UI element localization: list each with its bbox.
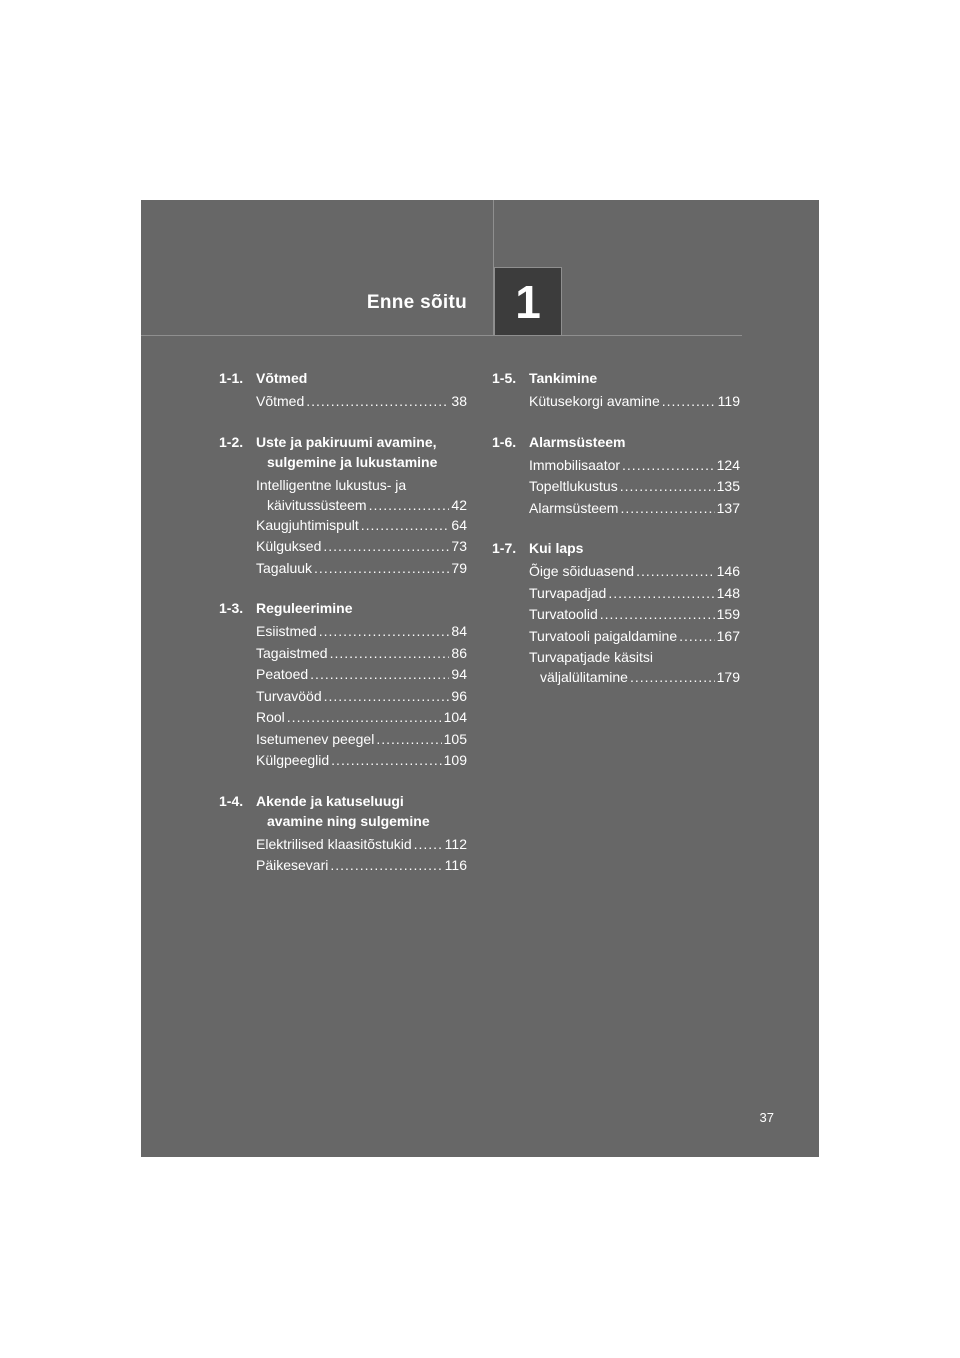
entry-label: Rool (256, 709, 285, 725)
entry-page-number: 42 (451, 496, 467, 513)
entry-label: Külgpeeglid (256, 752, 330, 768)
entry-page-number: 112 (444, 835, 467, 852)
section-heading (492, 368, 740, 388)
toc-entry[interactable] (256, 515, 467, 537)
toc-section (492, 538, 740, 687)
entry-page-number: 104 (443, 709, 467, 725)
entry-label: Külguksed (256, 538, 322, 554)
entry-label: Turvatooli paigaldamine (529, 627, 678, 644)
entry-label: Päikesevari (256, 857, 329, 873)
section-heading (219, 791, 467, 831)
entry-label: Peatoed (256, 666, 309, 682)
toc-section (219, 368, 467, 413)
leader-dots (414, 834, 443, 856)
section-number: 1-3. (219, 600, 244, 616)
entry-label: Turvatoolid (529, 606, 598, 622)
toc-column-left (219, 368, 467, 896)
section-title-text: Uste ja pakiruumi avamine, (256, 433, 437, 450)
toc-entry[interactable] (529, 391, 740, 413)
entry-page-number: 84 (451, 623, 467, 639)
entry-label: Intelligentne lukustus- ja (256, 476, 407, 493)
horizontal-divider (141, 335, 742, 336)
section-number: 1-6. (492, 433, 517, 450)
section-title (529, 432, 740, 452)
entry-page-number: 137 (716, 499, 740, 516)
section-number: 1-5. (492, 370, 517, 386)
entry-page-number: 94 (451, 666, 467, 682)
entry-label: Turvapadjad (529, 584, 607, 601)
section-heading (219, 368, 467, 388)
toc-entry[interactable] (256, 750, 467, 772)
entry-label: Võtmed (256, 393, 305, 409)
entry-page-number: 116 (444, 857, 467, 873)
section-title (529, 368, 740, 388)
entry-page-number: 96 (451, 687, 467, 704)
leader-dots (369, 495, 450, 515)
toc-entry[interactable] (256, 707, 467, 729)
entry-label-continued: väljalülitamine (540, 669, 628, 685)
toc-entry[interactable] (529, 583, 740, 605)
section-title-text: Alarmsüsteem (529, 433, 626, 450)
section-title-continued: avamine ning sulgemine (267, 812, 430, 829)
toc-entry[interactable] (256, 729, 467, 751)
toc-entry[interactable] (529, 604, 740, 626)
entry-page-number: 124 (716, 456, 740, 473)
section-title (529, 538, 740, 558)
entry-label-continued: käivitussüsteem (267, 496, 367, 513)
toc-entry[interactable] (529, 626, 740, 648)
toc-entry[interactable] (256, 834, 467, 856)
section-title (256, 368, 467, 388)
toc-entry[interactable] (529, 476, 740, 498)
toc-entry[interactable] (256, 855, 467, 877)
toc-entry[interactable] (256, 558, 467, 580)
section-title (256, 598, 467, 618)
leader-dots (361, 515, 450, 537)
entry-label: Isetumenev peegel (256, 730, 375, 747)
entry-label: Õige sõiduasend (529, 563, 635, 579)
page-number: 37 (759, 1110, 774, 1125)
entry-page-number: 109 (443, 752, 467, 768)
chapter-number: 1 (515, 275, 541, 328)
entry-label: Alarmsüsteem (529, 499, 619, 516)
leader-dots (314, 558, 449, 580)
section-title-text: Reguleerimine (256, 600, 353, 616)
leader-dots (608, 583, 714, 605)
leader-dots (323, 536, 449, 558)
entry-label: Kaugjuhtimispult (256, 516, 359, 533)
section-title-text: Võtmed (256, 370, 308, 386)
toc-entry[interactable] (529, 647, 740, 687)
toc-entry[interactable] (256, 621, 467, 643)
entry-page-number: 79 (451, 559, 467, 576)
toc-section (219, 791, 467, 877)
leader-dots (287, 707, 442, 729)
entry-label: Immobilisaator (529, 456, 621, 473)
leader-dots (376, 729, 441, 751)
leader-dots (679, 626, 715, 648)
entry-page-number: 38 (451, 393, 467, 409)
section-number: 1-1. (219, 370, 244, 386)
section-number: 1-4. (219, 792, 244, 809)
toc-section (492, 368, 740, 413)
toc-entry[interactable] (529, 498, 740, 520)
leader-dots (630, 667, 715, 687)
toc-entry[interactable] (256, 643, 467, 665)
entry-label-line2 (529, 667, 740, 687)
entry-page-number: 73 (451, 538, 467, 554)
entry-page-number: 179 (716, 669, 740, 685)
section-heading (219, 432, 467, 472)
entry-label: Turvavööd (256, 687, 322, 704)
entry-page-number: 148 (716, 584, 740, 601)
leader-dots (310, 664, 449, 686)
leader-dots (319, 621, 450, 643)
section-heading (219, 598, 467, 618)
leader-dots (636, 561, 715, 583)
entry-label: Esiistmed (256, 623, 317, 639)
toc-entry[interactable] (256, 536, 467, 558)
entry-label: Tagaluuk (256, 559, 313, 576)
section-title-continued: sulgemine ja lukustamine (267, 453, 438, 470)
leader-dots (330, 643, 450, 665)
section-heading (492, 538, 740, 558)
section-heading (492, 432, 740, 452)
leader-dots (662, 391, 716, 413)
section-title-text: Tankimine (529, 370, 598, 386)
toc-entry[interactable] (256, 475, 467, 515)
entry-label: Turvapatjade käsitsi (529, 649, 653, 665)
toc-section (219, 598, 467, 772)
section-number: 1-7. (492, 540, 517, 556)
leader-dots (331, 750, 441, 772)
section-title (256, 432, 467, 472)
toc-entry[interactable] (256, 686, 467, 708)
chapter-title: Enne sõitu (366, 292, 467, 313)
entry-label: Topeltlukustus (529, 478, 618, 494)
section-number: 1-2. (219, 433, 244, 450)
section-title-text: Akende ja katuseluugi (256, 792, 404, 809)
toc-entry[interactable] (256, 391, 467, 413)
section-title (256, 791, 467, 831)
toc-column-right (492, 368, 740, 706)
leader-dots (324, 686, 450, 708)
entry-page-number: 86 (451, 644, 467, 661)
entry-page-number: 64 (451, 516, 467, 533)
leader-dots (622, 455, 715, 477)
entry-label-line2 (256, 495, 467, 515)
leader-dots (306, 391, 449, 413)
section-title-text: Kui laps (529, 540, 584, 556)
entry-page-number: 105 (443, 730, 467, 747)
entry-page-number: 159 (716, 606, 740, 622)
entry-label: Elektrilised klaasitõstukid (256, 835, 412, 852)
entry-label: Kütusekorgi avamine (529, 393, 660, 409)
entry-page-number: 167 (716, 627, 740, 644)
toc-entry[interactable] (256, 664, 467, 686)
leader-dots (330, 855, 442, 877)
leader-dots (600, 604, 715, 626)
entry-page-number: 119 (717, 393, 740, 409)
toc-section (492, 432, 740, 520)
toc-section (219, 432, 467, 580)
leader-dots (620, 476, 715, 498)
leader-dots (620, 498, 714, 520)
toc-entry[interactable] (529, 561, 740, 583)
entry-label: Tagaistmed (256, 644, 328, 661)
entry-page-number: 135 (716, 478, 740, 494)
toc-entry[interactable] (529, 455, 740, 477)
entry-page-number: 146 (716, 563, 740, 579)
chapter-number-box (494, 267, 562, 335)
